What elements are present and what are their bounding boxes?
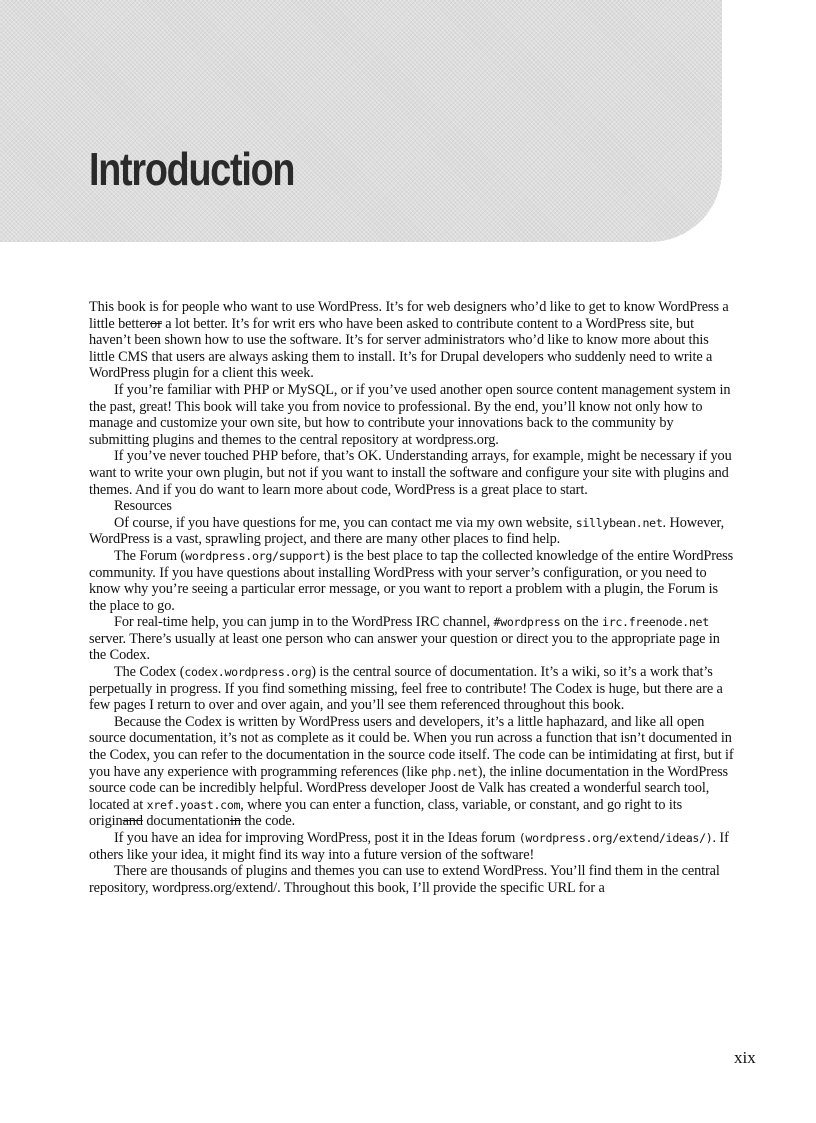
paragraph-codex [89, 664, 734, 714]
strikethrough-text: or [150, 315, 162, 332]
text-run: This book is for people who want to use WordPress. It’s for web designers who’d like to get to know WordPress a little better [89, 299, 729, 332]
text-run: . If others like your idea, it might find its way into a future version of the software! [89, 830, 729, 863]
paragraph-plugins: There are thousands of plugins and themes you can use to extend WordPress. You’ll find them in the central repository, wordpress.org/extend/. Throughout this book, I’ll provide the specific URL for a [89, 863, 720, 896]
text-run: ), the inline documentation in the WordPress source code can be incredibly helpful. WordPress developer Joost de Valk has created a wonderful search tool, located at [89, 763, 729, 813]
text-run: ) is the central source of documentation. It’s a wiki, so it’s a work that’s perpetually in progress. If you find something missing, feel free to contribute! The Codex is huge, but there are a few pages I return to over and over again, and you’ll see them referenced throughout this book. [89, 664, 723, 714]
text-run: , where you can enter a function, class, variable, or constant, and go right to its origin [89, 796, 683, 830]
code-url: wordpress.org/support [185, 548, 326, 563]
text-run: For real-time help, you can jump in to the WordPress IRC channel, [114, 614, 494, 631]
text-run: The Forum ( [114, 547, 186, 564]
paragraph-ideas [89, 830, 734, 863]
code-url: irc.freenode.net [602, 615, 709, 630]
text-run: Of course, if you have questions for me, you can contact me via my own website, [114, 514, 576, 531]
text-run: server. There’s usually at least one person who can answer your question or direct you to the appropriate page in the Codex. [89, 630, 720, 664]
text-run: Because the Codex is written by WordPress users and developers, it’s a little haphazard, and like all open source documentation, it’s not as complete as it could be. When you run across a function that isn’t documented in the Codex, you can refer to the documentation in the source code itself. The code can be intimidating at first, but if you have any experience with programming references (like [89, 713, 734, 780]
text-run: If you have an idea for improving WordPress, post it in the Ideas forum [114, 830, 519, 846]
code-url: codex.wordpress.org [184, 665, 312, 680]
paragraph-forum [89, 548, 734, 614]
paragraph-intro [89, 299, 734, 382]
strikethrough-text: in [230, 813, 241, 830]
text-run: a lot better. It’s for writ ers who have been asked to contribute content to a WordPress site, but haven’t been shown how to use the software. It’s for server administrators who’d like to know more about this little CMS that users are always asking them to install. It’s for Drupal developers who suddenly need to write a WordPress plugin for a client this week. [89, 315, 713, 382]
chapter-title: Introduction [89, 143, 295, 195]
text-run: The Codex ( [114, 664, 185, 681]
section-heading-resources: Resources [114, 498, 172, 515]
paragraph-irc [89, 614, 734, 664]
code-url: php.net [430, 764, 478, 779]
paragraph-php: If you’ve never touched PHP before, that’s OK. Understanding arrays, for example, might be necessary if you want to write your own plugin, but not if you want to install the software and configure your site with plugins and themes. And if you do want to learn more about code, WordPress is a great place to start. [89, 448, 732, 498]
text-run: on the [560, 614, 603, 631]
text-run: documentation [142, 813, 231, 830]
chapter-banner [0, 0, 722, 242]
code-url: sillybean.net [575, 515, 663, 530]
text-run: the code. [240, 813, 296, 830]
text-run: ) is the best place to tap the collected knowledge of the entire WordPress community. If you have questions about installing WordPress with your server’s configuration, or you need to know why you’re seeing a particular error message, or you want to report a problem with a plugin, the Forum is the place to go. [89, 547, 734, 614]
code-channel: #wordpress [493, 615, 561, 630]
strikethrough-text: and [122, 813, 143, 830]
paragraph-contact [89, 515, 734, 548]
code-url: xref.yoast.com [146, 797, 241, 812]
code-url: (wordpress.org/extend/ideas/) [518, 831, 713, 845]
body-text [89, 299, 734, 896]
paragraph-documentation [89, 714, 734, 830]
text-run: . However, WordPress is a vast, sprawling project, and there are many other places to find help. [89, 514, 725, 548]
paragraph-familiar: If you’re familiar with PHP or MySQL, or if you’ve used another open source content management system in the past, great! This book will take you from novice to professional. By the end, you’ll know not only how to manage and customize your own site, but how to contribute your innovations back to the community by submitting plugins and themes to the central repository at wordpress.org. [89, 381, 731, 448]
page-number: xix [734, 1048, 756, 1067]
